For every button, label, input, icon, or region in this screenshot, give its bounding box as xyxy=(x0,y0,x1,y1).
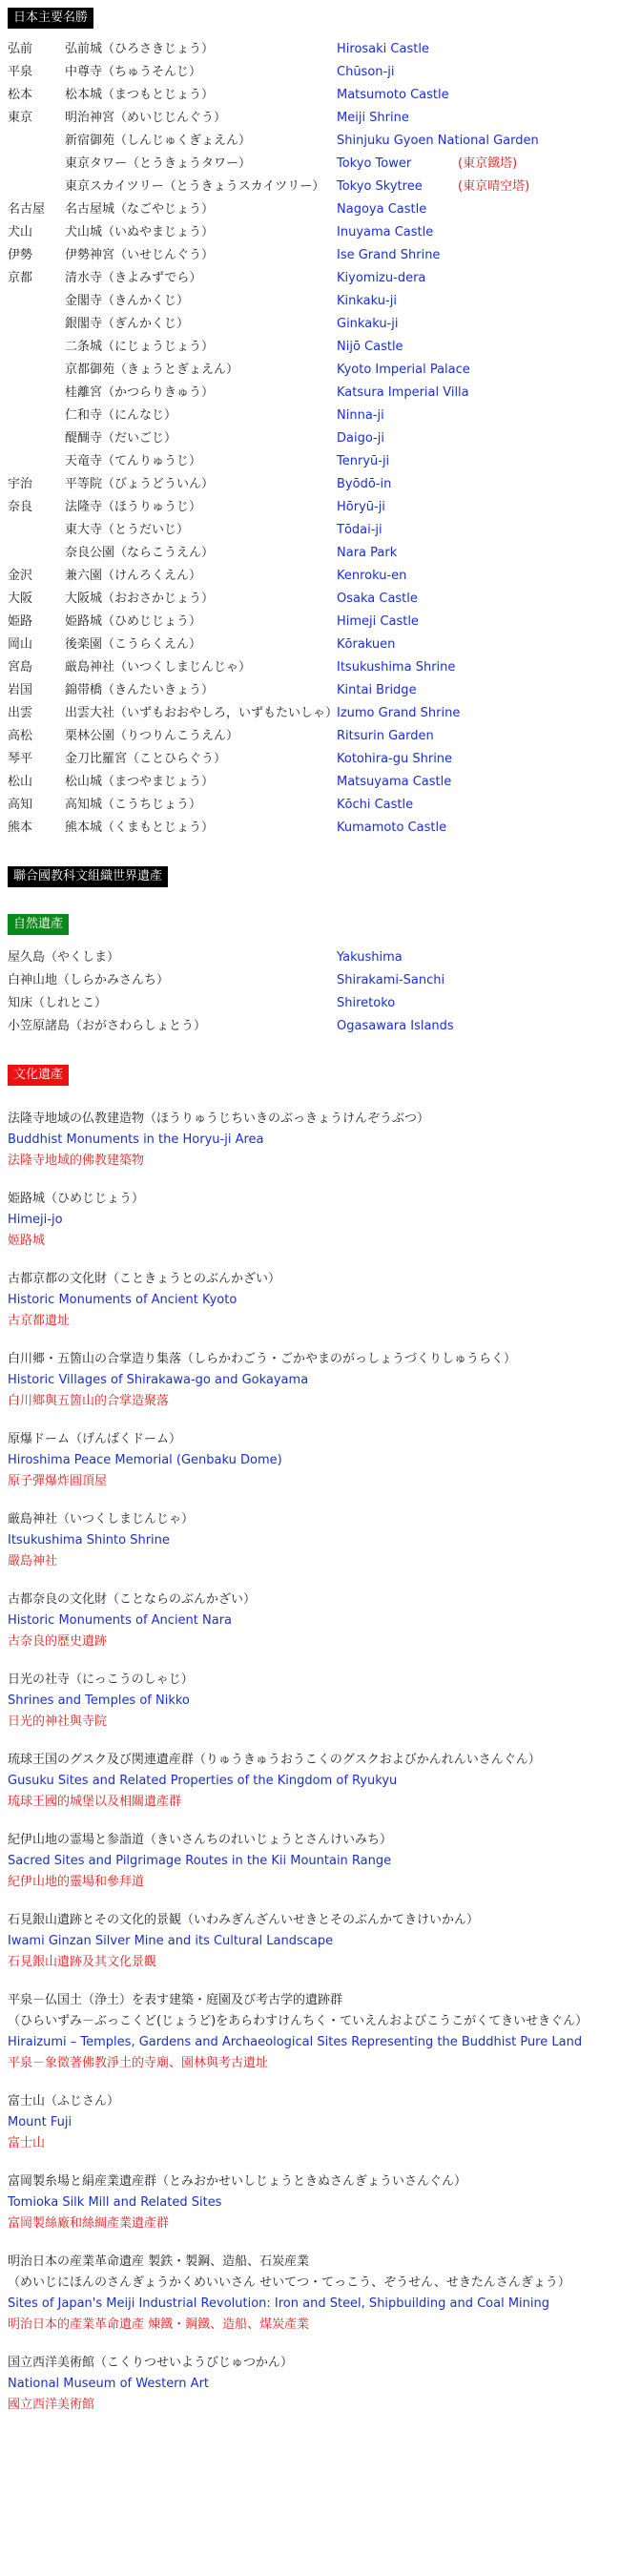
sight-english-link[interactable]: Ritsurin Garden xyxy=(337,729,434,743)
sight-japanese-name: 弘前城（ひろさきじょう） xyxy=(65,42,215,56)
sight-japanese-name: 桂離宮（かつらりきゅう） xyxy=(65,385,215,400)
sight-english-link[interactable]: Meiji Shrine xyxy=(337,111,409,125)
cultural-english-link[interactable]: Tomioka Silk Mill and Related Sites xyxy=(8,2195,222,2210)
sight-japanese-name: 明治神宮（めいじじんぐう） xyxy=(65,111,227,125)
sight-row xyxy=(8,38,612,61)
sight-city: 松山 xyxy=(8,775,33,789)
natural-row xyxy=(8,1015,612,1038)
sight-japanese-name: 中尊寺（ちゅうそんじ） xyxy=(65,65,202,79)
main-sights-table xyxy=(8,38,612,840)
sight-english-link[interactable]: Matsumoto Castle xyxy=(337,88,449,102)
cultural-chinese-name: 古京都遺址 xyxy=(8,1314,71,1328)
cultural-site xyxy=(8,1990,612,2074)
sight-english-link[interactable]: Ninna-ji xyxy=(337,408,384,423)
cultural-site xyxy=(8,1509,612,1572)
cultural-site xyxy=(8,1109,612,1172)
sight-english-link[interactable]: Daigo-ji xyxy=(337,431,384,446)
sight-japanese-name: 松本城（まつもとじょう） xyxy=(65,88,215,102)
sight-japanese-name: 平等院（びょうどういん） xyxy=(65,477,215,491)
sight-japanese-name: 清水寺（きよみずでら） xyxy=(65,271,202,285)
sight-row xyxy=(8,450,612,473)
sight-row xyxy=(8,542,612,565)
sight-row xyxy=(8,725,612,748)
cultural-site xyxy=(8,2171,612,2234)
cultural-japanese-name: 石見銀山遺跡とその文化的景観（いわみぎんざんいせきとそのぶんかてきけいかん） xyxy=(8,1913,480,1927)
sight-english-link[interactable]: Kumamoto Castle xyxy=(337,821,447,835)
sight-city: 犬山 xyxy=(8,225,33,239)
sight-city: 高知 xyxy=(8,798,33,812)
natural-heritage-heading: 自然遺產 xyxy=(8,914,69,935)
sight-japanese-name: 名古屋城（なごやじょう） xyxy=(65,202,215,217)
sight-city: 京都 xyxy=(8,271,33,285)
sight-english-link[interactable]: Shinjuku Gyoen National Garden xyxy=(337,134,539,148)
sight-japanese-name: 犬山城（いぬやまじょう） xyxy=(65,225,215,239)
sight-english-link[interactable]: Kyoto Imperial Palace xyxy=(337,363,470,377)
cultural-english-link[interactable]: Historic Monuments of Ancient Nara xyxy=(8,1613,233,1628)
cultural-english-link[interactable]: Iwami Ginzan Silver Mine and its Cultural Landscape xyxy=(8,1934,334,1948)
natural-row xyxy=(8,969,612,992)
sight-row xyxy=(8,817,612,840)
sight-english-link[interactable]: Kotohira-gu Shrine xyxy=(337,752,453,766)
sight-row xyxy=(8,427,612,450)
cultural-chinese-name: 明治日本的產業革命遺產 煉鐵・鋼鐵、造船、煤炭產業 xyxy=(8,2317,310,2332)
sight-row xyxy=(8,519,612,542)
sight-japanese-name: 東大寺（とうだいじ） xyxy=(65,523,190,537)
sight-english-link[interactable]: Ise Grand Shrine xyxy=(337,248,441,262)
sight-row xyxy=(8,359,612,382)
sight-japanese-name: 新宿御苑（しんじゅくぎょえん） xyxy=(65,134,252,148)
cultural-heritage-list xyxy=(8,1109,612,2416)
sight-row xyxy=(8,313,612,336)
cultural-chinese-name: 紀伊山地的靈場和參拜道 xyxy=(8,1875,145,1889)
cultural-japanese-name: 紀伊山地の霊場と参詣道（きいさんちのれいじょうとさんけいみち） xyxy=(8,1833,393,1847)
cultural-chinese-name: 日光的神社與寺院 xyxy=(8,1714,108,1729)
cultural-english-link[interactable]: Himeji-jo xyxy=(8,1213,63,1227)
cultural-chinese-name: 古奈良的歷史遺跡 xyxy=(8,1634,108,1649)
sight-city: 大阪 xyxy=(8,592,33,606)
cultural-chinese-name: 白川鄉與五箇山的合掌造聚落 xyxy=(8,1394,170,1408)
cultural-heritage-heading: 文化遺產 xyxy=(8,1065,69,1086)
sight-japanese-name: 熊本城（くまもとじょう） xyxy=(65,821,215,835)
sight-english-link[interactable]: Nagoya Castle xyxy=(337,202,427,217)
sight-japanese-name: 兼六園（けんろくえん） xyxy=(65,569,202,583)
sight-english-link[interactable]: Hirosaki Castle xyxy=(337,42,429,56)
natural-japanese-name: 屋久島（やくしま） xyxy=(8,950,120,965)
sight-row xyxy=(8,679,612,702)
sight-english-link[interactable]: Tenryū-ji xyxy=(337,454,390,468)
sight-row xyxy=(8,267,612,290)
cultural-japanese-reading: （めいじにほんのさんぎょうかくめいいさん せいてつ・てっこう、ぞうせん、せきたんさんぎょう） xyxy=(8,2275,570,2290)
cultural-site xyxy=(8,1349,612,1412)
sight-english-link[interactable]: Kintai Bridge xyxy=(337,683,417,697)
main-sights-heading: 日本主要名勝 xyxy=(8,8,93,29)
sight-city: 金沢 xyxy=(8,569,33,583)
sight-row xyxy=(8,748,612,771)
sight-japanese-name: 東京スカイツリー（とうきょうスカイツリー） xyxy=(65,179,325,194)
cultural-japanese-name: 富士山（ふじさん） xyxy=(8,2094,120,2109)
sight-japanese-name: 大阪城（おおさかじょう） xyxy=(65,592,215,606)
sight-city: 宮島 xyxy=(8,660,33,675)
sight-english-link[interactable]: Tokyo Skytree xyxy=(337,179,423,194)
natural-english-link[interactable]: Ogasawara Islands xyxy=(337,1019,454,1033)
sight-japanese-name: 銀閣寺（ぎんかくじ） xyxy=(65,317,190,331)
cultural-chinese-name: 國立西洋美術館 xyxy=(8,2398,95,2412)
sight-city: 琴平 xyxy=(8,752,33,766)
sight-row xyxy=(8,702,612,725)
cultural-chinese-name: 平泉－象徵著佛教淨土的寺廟、園林與考古遺址 xyxy=(8,2056,269,2070)
sight-city: 松本 xyxy=(8,88,33,102)
sight-english-link[interactable]: Himeji Castle xyxy=(337,614,419,629)
cultural-chinese-name: 石見銀山遺跡及其文化景觀 xyxy=(8,1955,157,1969)
cultural-japanese-name: 白川郷・五箇山の合掌造り集落（しらかわごう・ごかやまのがっしょうづくりしゅうらく） xyxy=(8,1352,517,1366)
cultural-english-link[interactable]: National Museum of Western Art xyxy=(8,2377,210,2391)
sight-english-link[interactable]: Hōryū-ji xyxy=(337,500,385,514)
sight-english-link[interactable]: Kōrakuen xyxy=(337,637,396,652)
sight-city: 名古屋 xyxy=(8,202,46,217)
cultural-english-link[interactable]: Sacred Sites and Pilgrimage Routes in the Kii Mountain Range xyxy=(8,1854,392,1868)
sight-japanese-name: 仁和寺（にんなじ） xyxy=(65,408,177,423)
cultural-site xyxy=(8,2091,612,2154)
sight-japanese-name: 法隆寺（ほうりゅうじ） xyxy=(65,500,202,514)
sight-english-link[interactable]: Nara Park xyxy=(337,546,398,560)
world-heritage-heading: 聯合國教科文組織世界遺產 xyxy=(8,866,168,887)
cultural-japanese-reading: （ひらいずみ－ぶっこくど(じょうど)をあらわすけんちく・ていえんおよびこうこがくてきいせきぐん） xyxy=(8,2014,589,2028)
sight-row xyxy=(8,496,612,519)
cultural-chinese-name: 法隆寺地域的佛教建築物 xyxy=(8,1153,145,1168)
cultural-site xyxy=(8,1269,612,1332)
sight-row xyxy=(8,130,612,153)
sight-row xyxy=(8,611,612,634)
sight-row xyxy=(8,61,612,84)
cultural-site xyxy=(8,1589,612,1652)
sight-english-link[interactable]: Matsuyama Castle xyxy=(337,775,452,789)
cultural-english-link[interactable]: Hiroshima Peace Memorial (Genbaku Dome) xyxy=(8,1453,282,1467)
sight-chinese-name: (東京鐵塔) xyxy=(458,156,518,171)
cultural-japanese-name: 富岡製糸場と絹産業遺産群（とみおかせいしじょうときぬさんぎょういさんぐん） xyxy=(8,2174,467,2189)
sight-english-link[interactable]: Osaka Castle xyxy=(337,592,418,606)
sight-english-link[interactable]: Tokyo Tower xyxy=(337,156,412,171)
sight-english-link[interactable]: Izumo Grand Shrine xyxy=(337,706,461,720)
natural-row xyxy=(8,946,612,969)
sight-city: 熊本 xyxy=(8,821,33,835)
sight-english-link[interactable]: Byōdō-in xyxy=(337,477,392,491)
natural-english-link[interactable]: Yakushima xyxy=(337,950,403,965)
sight-japanese-name: 錦帯橋（きんたいきょう） xyxy=(65,683,215,697)
sight-english-link[interactable]: Kenroku-en xyxy=(337,569,407,583)
sight-japanese-name: 金刀比羅宮（ことひらぐう） xyxy=(65,752,227,766)
sight-row xyxy=(8,221,612,244)
sight-city: 岩国 xyxy=(8,683,33,697)
sight-japanese-name: 高知城（こうちじょう） xyxy=(65,798,202,812)
sight-japanese-name: 姫路城（ひめじじょう） xyxy=(65,614,202,629)
cultural-japanese-name: 平泉－仏国土（浄土）を表す建築・庭園及び考古学的遺跡群 xyxy=(8,1993,343,2007)
cultural-english-link[interactable]: Gusuku Sites and Related Properties of the Kingdom of Ryukyu xyxy=(8,1774,398,1788)
cultural-english-link[interactable]: Mount Fuji xyxy=(8,2115,72,2129)
sight-english-link[interactable]: Kōchi Castle xyxy=(337,798,414,812)
cultural-site xyxy=(8,1830,612,1893)
cultural-japanese-name: 厳島神社（いつくしまじんじゃ） xyxy=(8,1512,195,1527)
sight-row xyxy=(8,244,612,267)
sight-japanese-name: 奈良公園（ならこうえん） xyxy=(65,546,215,560)
cultural-japanese-name: 古都奈良の文化財（ことならのぶんかざい） xyxy=(8,1592,257,1607)
cultural-japanese-name: 法隆寺地域の仏教建造物（ほうりゅうじちいきのぶっきょうけんぞうぶつ） xyxy=(8,1111,430,1126)
sight-english-link[interactable]: Nijō Castle xyxy=(337,340,403,354)
cultural-english-link[interactable]: Historic Monuments of Ancient Kyoto xyxy=(8,1293,238,1307)
cultural-japanese-name: 明治日本の産業革命遺産 製鉄・製鋼、造船、石炭産業 xyxy=(8,2254,310,2269)
sight-japanese-name: 東京タワー（とうきょうタワー） xyxy=(65,156,252,171)
sight-city: 伊勢 xyxy=(8,248,33,262)
cultural-japanese-name: 国立西洋美術館（こくりつせいようびじゅつかん） xyxy=(8,2356,294,2370)
sight-japanese-name: 栗林公園（りつりんこうえん） xyxy=(65,729,239,743)
cultural-chinese-name: 富岡製絲廠和絲綢產業遺產群 xyxy=(8,2216,170,2231)
sight-row xyxy=(8,153,612,176)
sight-row xyxy=(8,198,612,221)
natural-japanese-name: 小笠原諸島（おがさわらしょとう） xyxy=(8,1019,207,1033)
sight-english-link[interactable]: Katsura Imperial Villa xyxy=(337,385,469,400)
cultural-japanese-name: 原爆ドーム（げんばくドーム） xyxy=(8,1432,182,1446)
sight-japanese-name: 二条城（にじょうじょう） xyxy=(65,340,215,354)
natural-japanese-name: 知床（しれとこ） xyxy=(8,996,108,1010)
sight-japanese-name: 出雲大社（いずもおおやしろ，いずもたいしゃ） xyxy=(65,706,339,720)
sight-row xyxy=(8,107,612,130)
cultural-chinese-name: 富士山 xyxy=(8,2136,46,2150)
sight-japanese-name: 伊勢神宮（いせじんぐう） xyxy=(65,248,215,262)
sight-city: 宇治 xyxy=(8,477,33,491)
sight-city: 岡山 xyxy=(8,637,33,652)
sight-row xyxy=(8,84,612,107)
cultural-site xyxy=(8,2252,612,2336)
sight-japanese-name: 金閣寺（きんかくじ） xyxy=(65,294,190,308)
sight-city: 東京 xyxy=(8,111,33,125)
sight-row xyxy=(8,176,612,198)
sight-row xyxy=(8,794,612,817)
sight-japanese-name: 後楽園（こうらくえん） xyxy=(65,637,202,652)
sight-row xyxy=(8,405,612,427)
cultural-site xyxy=(8,1910,612,1973)
sight-japanese-name: 醍醐寺（だいごじ） xyxy=(65,431,177,446)
sight-row xyxy=(8,382,612,405)
cultural-japanese-name: 古都京都の文化財（こときょうとのぶんかざい） xyxy=(8,1272,281,1286)
sight-english-link[interactable]: Kiyomizu-dera xyxy=(337,271,426,285)
sight-japanese-name: 京都御苑（きょうとぎょえん） xyxy=(65,363,239,377)
sight-japanese-name: 厳島神社（いつくしまじんじゃ） xyxy=(65,660,252,675)
sight-english-link[interactable]: Inuyama Castle xyxy=(337,225,434,239)
sight-row xyxy=(8,336,612,359)
cultural-english-link[interactable]: Historic Villages of Shirakawa-go and Gokayama xyxy=(8,1373,309,1387)
sight-row xyxy=(8,634,612,656)
cultural-chinese-name: 原子彈爆炸圓頂屋 xyxy=(8,1474,108,1488)
cultural-site xyxy=(8,1750,612,1813)
cultural-japanese-name: 日光の社寺（にっこうのしゃじ） xyxy=(8,1672,194,1687)
natural-row xyxy=(8,992,612,1015)
sight-row xyxy=(8,656,612,679)
sight-japanese-name: 松山城（まつやまじょう） xyxy=(65,775,215,789)
cultural-chinese-name: 嚴島神社 xyxy=(8,1554,58,1568)
sight-english-link[interactable]: Ginkaku-ji xyxy=(337,317,399,331)
natural-heritage-list xyxy=(8,946,612,1038)
natural-english-link[interactable]: Shiretoko xyxy=(337,996,396,1010)
sight-city: 姫路 xyxy=(8,614,33,629)
sight-japanese-name: 天竜寺（てんりゅうじ） xyxy=(65,454,202,468)
cultural-english-link[interactable]: Sites of Japan's Meiji Industrial Revolution: Iron and Steel, Shipbuilding and Coal Mining xyxy=(8,2296,549,2311)
sight-row xyxy=(8,290,612,313)
natural-japanese-name: 白神山地（しらかみさんち） xyxy=(8,973,170,987)
sight-city: 高松 xyxy=(8,729,33,743)
natural-english-link[interactable]: Shirakami-Sanchi xyxy=(337,973,445,987)
cultural-english-link[interactable]: Shrines and Temples of Nikko xyxy=(8,1693,190,1708)
sight-english-link[interactable]: Itsukushima Shrine xyxy=(337,660,456,675)
cultural-site xyxy=(8,1429,612,1492)
sight-english-link[interactable]: Kinkaku-ji xyxy=(337,294,397,308)
cultural-chinese-name: 琉球王國的城堡以及相關遺產群 xyxy=(8,1795,182,1809)
cultural-english-link[interactable]: Itsukushima Shinto Shrine xyxy=(8,1533,170,1548)
cultural-english-link[interactable]: Buddhist Monuments in the Horyu-ji Area xyxy=(8,1132,264,1147)
cultural-site xyxy=(8,1189,612,1252)
sight-row xyxy=(8,473,612,496)
sight-city: 奈良 xyxy=(8,500,33,514)
sight-city: 平泉 xyxy=(8,65,33,79)
sight-row xyxy=(8,588,612,611)
sight-english-link[interactable]: Tōdai-ji xyxy=(337,523,382,537)
sight-english-link[interactable]: Chūson-ji xyxy=(337,65,395,79)
cultural-site xyxy=(8,2353,612,2416)
cultural-japanese-name: 姫路城（ひめじじょう） xyxy=(8,1192,145,1206)
sight-row xyxy=(8,565,612,588)
sight-city: 出雲 xyxy=(8,706,33,720)
sight-city: 弘前 xyxy=(8,42,33,56)
sight-row xyxy=(8,771,612,794)
sight-chinese-name: (東京晴空塔) xyxy=(458,179,530,194)
cultural-english-link[interactable]: Hiraizumi – Temples, Gardens and Archaeological Sites Representing the Buddhist Pure Land xyxy=(8,2035,583,2049)
cultural-chinese-name: 姬路城 xyxy=(8,1234,46,1248)
cultural-site xyxy=(8,1670,612,1733)
cultural-japanese-name: 琉球王国のグスク及び関連遺産群（りゅうきゅうおうこくのグスクおよびかんれんいさんぐん） xyxy=(8,1753,541,1767)
